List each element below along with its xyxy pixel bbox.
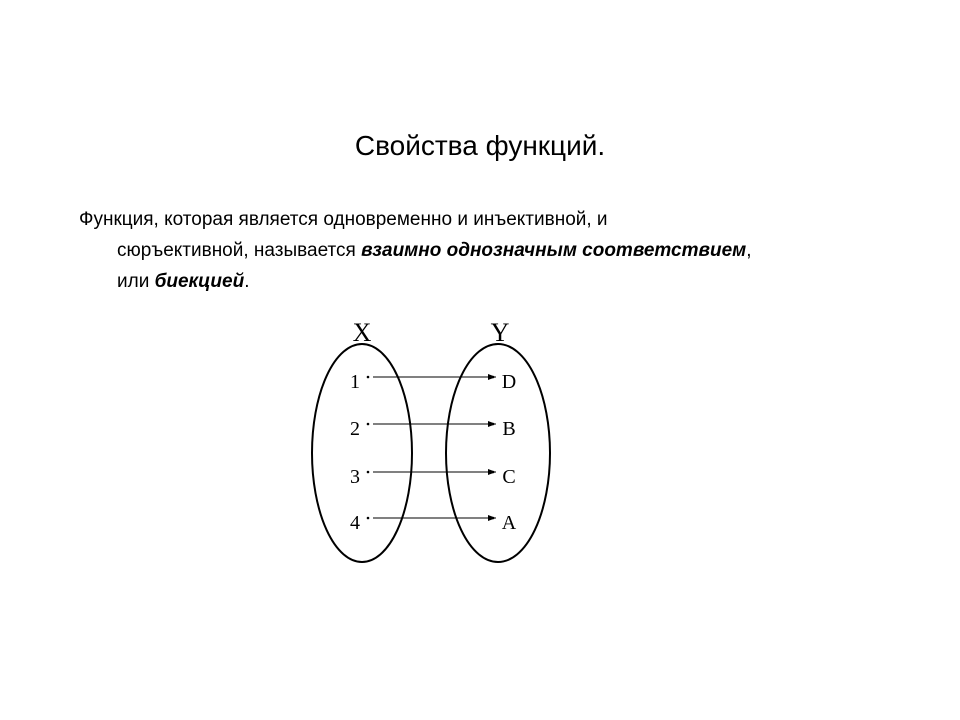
- domain-element-1: 1: [350, 371, 360, 393]
- definition-line-1: Функция, которая является одновременно и инъективной, и: [79, 209, 608, 230]
- definition-text-pre: сюръективной, называется: [117, 240, 362, 261]
- definition-text-mid: , или: [117, 240, 752, 292]
- domain-element-3: 3: [350, 466, 360, 488]
- domain-elements: [350, 371, 369, 534]
- codomain-element-D: D: [501, 371, 517, 393]
- codomain-elements: [492, 371, 517, 534]
- codomain-element-B: B: [502, 418, 516, 440]
- slide-title: Свойства функций.: [354, 130, 606, 161]
- domain-element-4: 4: [350, 512, 360, 534]
- domain-point-1: [367, 376, 370, 379]
- set-y-label: Y: [490, 318, 510, 347]
- domain-point-4: [367, 517, 370, 520]
- definition-text-end: .: [244, 271, 250, 292]
- term-bijection: биекцией: [154, 271, 245, 292]
- codomain-element-C: C: [502, 466, 516, 488]
- mapping-arrows: [373, 377, 496, 518]
- domain-point-2: [367, 423, 370, 426]
- set-x-label: X: [352, 318, 372, 347]
- domain-element-2: 2: [350, 418, 360, 440]
- term-bijective-correspondence: взаимно однозначным соответствием: [361, 240, 747, 261]
- codomain-element-A: A: [501, 512, 517, 534]
- domain-point-3: [367, 471, 370, 474]
